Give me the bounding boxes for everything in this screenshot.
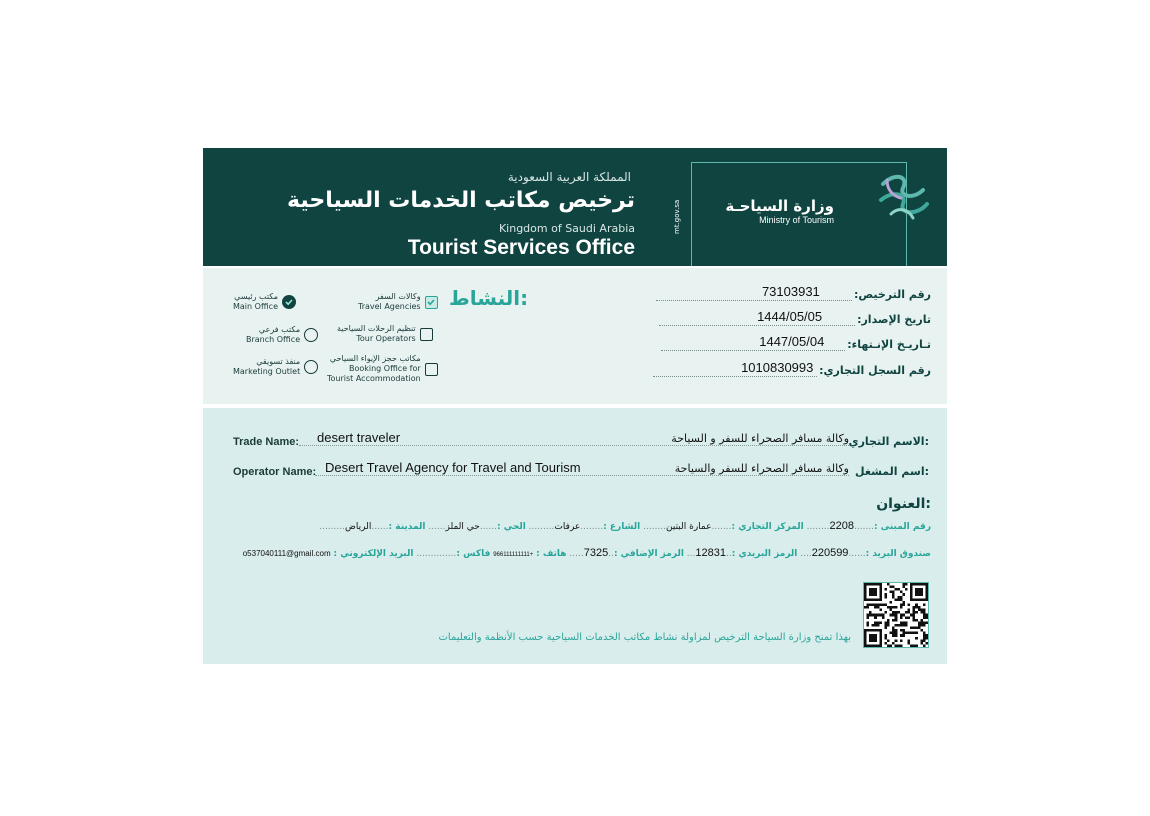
issue-date-row xyxy=(659,309,931,326)
center-value: عمارة البتين xyxy=(666,522,712,532)
license-number-row xyxy=(656,284,931,301)
activity-booking-office xyxy=(327,354,438,384)
pobox-value: 220599 xyxy=(811,547,849,559)
header-banner xyxy=(203,148,947,266)
office-branch-ar: مكتب فرعي xyxy=(258,325,301,334)
license-number-value: 73103931 xyxy=(761,284,820,299)
district-value: حي الملز xyxy=(445,522,480,532)
office-branch-radio[interactable] xyxy=(304,328,318,342)
activity-travel-en: Travel Agencies xyxy=(358,302,421,311)
office-main xyxy=(233,292,296,312)
country-ar: المملكة العربية السعودية xyxy=(507,170,631,184)
office-main-ar: مكتب رئيسي xyxy=(234,292,278,301)
operator-name-row xyxy=(233,458,929,478)
postal-label: الرمز البريدي : xyxy=(731,549,798,559)
license-number-label: رقم الترخيص: xyxy=(853,288,931,301)
license-card xyxy=(203,148,947,664)
activity-travel-agencies xyxy=(358,292,438,312)
address-line-2: صندوق البريد :......220599.... الرمز البريدي :..12831... الرمز الإضافي :..7325..... هاتف : +966111111111 فاكس :.............. البريد الإلكتروني : o537040111@gmail.com xyxy=(242,547,931,559)
activity-booking-en2: Tourist Accommodation xyxy=(327,374,421,383)
phone-value: +966111111111 xyxy=(493,552,534,558)
office-marketing xyxy=(233,357,318,377)
activity-tour-operators xyxy=(337,324,433,344)
trade-name-label-ar: الاسم التجاري: xyxy=(848,435,929,448)
activity-tour-ar: تنظيم الرحلات السياحية xyxy=(337,324,416,333)
cr-number-label: رقم السجل التجاري: xyxy=(819,364,931,377)
activity-tour-en: Tour Operators xyxy=(356,334,416,343)
city-label: المدينة : xyxy=(388,522,426,532)
details-section xyxy=(203,408,947,664)
office-marketing-ar: منفذ تسويقي xyxy=(256,357,301,366)
district-label: الحي : xyxy=(497,522,526,532)
qr-code-icon xyxy=(864,583,928,647)
title-ar: ترخيص مكاتب الخدمات السياحية xyxy=(287,188,635,213)
title-en: Tourist Services Office xyxy=(407,236,635,259)
activity-title: النشاط: xyxy=(449,286,529,310)
ministry-name-en: Ministry of Tourism xyxy=(759,215,834,225)
expiry-date-row xyxy=(661,334,931,351)
city-value: الرياض xyxy=(344,522,372,532)
phone-label: هاتف : xyxy=(536,549,567,559)
trade-name-label-en: Trade Name: xyxy=(233,436,300,448)
check-icon xyxy=(426,297,436,307)
check-icon xyxy=(284,297,294,307)
email-value: o537040111@gmail.com xyxy=(242,549,331,558)
office-marketing-radio[interactable] xyxy=(304,360,318,374)
issue-date-value: 1444/05/05 xyxy=(757,309,823,324)
footer-statement: بهذا تمنح وزارة السياحة الترخيص لمزاولة نشاط مكاتب الخدمات السياحية حسب الأنظمة والتعليمات xyxy=(438,632,851,643)
pobox-label: صندوق البريد : xyxy=(865,549,931,559)
trade-name-row xyxy=(233,428,929,448)
operator-name-label-en: Operator Name: xyxy=(233,466,317,478)
operator-name-value-ar: وكالة مسافر الصحراء للسفر والسياحة xyxy=(674,462,849,475)
street-label: الشارع : xyxy=(603,522,641,532)
office-main-en: Main Office xyxy=(233,302,278,311)
office-marketing-en: Marketing Outlet xyxy=(233,367,301,376)
ministry-logo-icon xyxy=(873,170,933,226)
building-value: 2208 xyxy=(829,520,855,532)
cr-number-value: 1010830993 xyxy=(741,360,814,375)
activity-booking-en: Booking Office for xyxy=(348,364,421,373)
office-branch-en: Branch Office xyxy=(246,335,301,344)
center-label: المركز التجاري : xyxy=(731,522,804,532)
email-label: البريد الإلكتروني : xyxy=(333,549,414,559)
issue-date-label: تاريخ الإصدار: xyxy=(857,313,931,326)
office-branch xyxy=(246,325,318,345)
expiry-date-value: 1447/05/04 xyxy=(759,334,825,349)
fax-label: فاكس : xyxy=(456,549,491,559)
activity-booking-checkbox[interactable] xyxy=(425,363,438,376)
street-value: عرفات xyxy=(554,522,581,532)
address-line-1: رقم المبنى :.......2208........ المركز التجاري :.......عمارة البتين........ الشارع :........عرفات......... الحي :......حي الملز...... المدينة :......الرياض......... xyxy=(319,520,931,532)
cr-number-row xyxy=(653,360,931,377)
activity-travel-ar: وكالات السفر xyxy=(375,292,421,301)
activity-booking-ar: مكاتب حجز الإيواء السياحي xyxy=(329,354,421,363)
extra-value: 7325 xyxy=(583,547,609,559)
operator-name-label-ar: اسم المشغل: xyxy=(855,465,929,478)
country-en: Kingdom of Saudi Arabia xyxy=(498,222,635,235)
building-label: رقم المبنى : xyxy=(874,522,931,532)
website-url: mt.gov.sa xyxy=(673,199,681,234)
activity-travel-checkbox[interactable] xyxy=(425,296,438,309)
expiry-date-label: تـاريـخ الإنـتهاء: xyxy=(847,338,931,351)
office-main-radio[interactable] xyxy=(282,295,296,309)
qr-code xyxy=(863,582,929,648)
address-title: العنوان: xyxy=(876,496,931,512)
trade-name-value-en: desert traveler xyxy=(317,430,401,445)
ministry-name-ar: وزارة السياحـة xyxy=(725,197,834,215)
license-info-section xyxy=(203,268,947,404)
postal-value: 12831 xyxy=(695,547,726,559)
operator-name-value-en: Desert Travel Agency for Travel and Tourism xyxy=(325,460,581,475)
extra-label: الرمز الإضافي : xyxy=(613,549,684,559)
trade-name-value-ar: وكالة مسافر الصحراء للسفر و السياحة xyxy=(671,432,849,445)
activity-tour-checkbox[interactable] xyxy=(420,328,433,341)
